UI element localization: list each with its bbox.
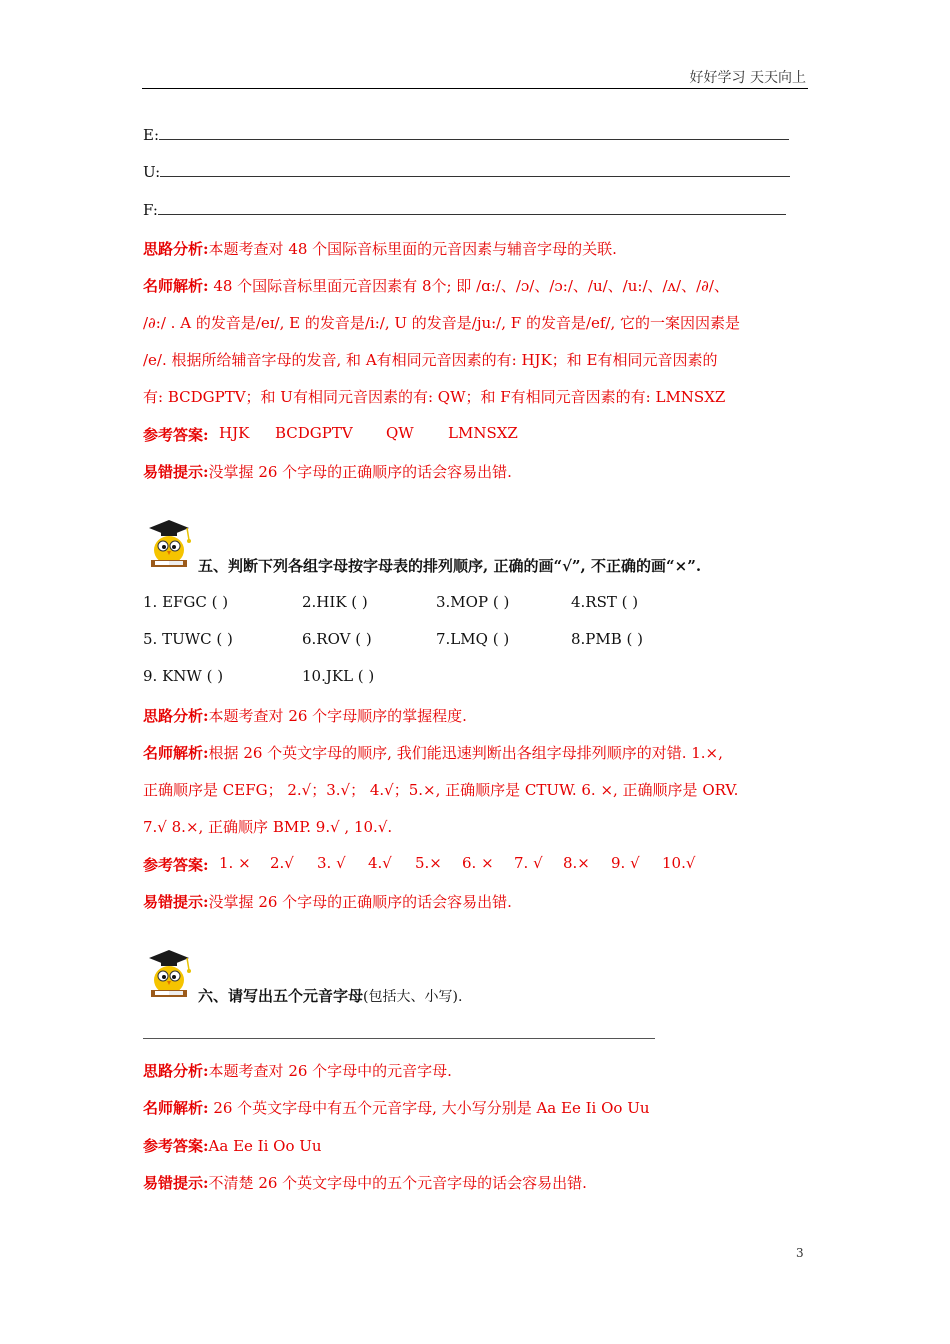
s5-answer: 9. √	[611, 854, 640, 872]
s5-title: 五、判断下列各组字母按字母表的排列顺序, 正确的画“√”, 不正确的画“×”.	[198, 557, 702, 575]
analysis-label: 思路分析:	[143, 1062, 209, 1080]
s5-answer: 4.√	[368, 854, 392, 872]
s4-tip	[143, 461, 512, 482]
s5-answer: 3. √	[317, 854, 346, 872]
s5-item: 2.HIK ( )	[302, 593, 368, 611]
tip-text: 不清楚 26 个英文字母中的五个元音字母的话会容易出错.	[208, 1174, 587, 1192]
s5-analysis	[143, 705, 467, 726]
analysis-text: 本题考查对 26 个字母中的元音字母.	[208, 1062, 452, 1080]
analysis-label: 思路分析:	[143, 240, 209, 258]
s5-item: 10.JKL ( )	[302, 667, 375, 685]
blank-underline	[158, 202, 786, 215]
analysis-text: 本题考查对 48 个国际音标里面的元音因素与辅音字母的关联.	[208, 240, 617, 258]
analysis-text: 本题考查对 26 个字母顺序的掌握程度.	[208, 707, 467, 725]
blank-label-f: F:	[143, 201, 158, 219]
explain-text: 48 个国际音标里面元音因素有 8个; 即 /ɑ:/、/ɔ/、/ɔ:/、/u/、/u:/、/ʌ/、/∂/、	[208, 277, 729, 295]
s5-answer-label	[143, 854, 209, 875]
blank-underline	[160, 164, 790, 177]
s5-answer: 1. ×	[219, 854, 251, 872]
s4-answer-label	[143, 424, 209, 445]
s5-item: 4.RST ( )	[571, 593, 639, 611]
s5-answer: 2.√	[270, 854, 294, 872]
tip-text: 没掌握 26 个字母的正确顺序的话会容易出错.	[208, 893, 512, 911]
answer-line	[143, 1038, 655, 1039]
s6-answer	[143, 1135, 322, 1156]
blank-label-e: E:	[143, 126, 160, 144]
explain-label: 名师解析:	[143, 744, 209, 762]
s6-tip	[143, 1172, 587, 1193]
s5-explain-2: 正确顺序是 CEFG； 2.√；3.√； 4.√；5.×, 正确顺序是 CTUW. 6. ×, 正确顺序是 ORV.	[143, 781, 739, 799]
explain-label: 名师解析:	[143, 277, 209, 295]
blank-label-u: U:	[143, 163, 161, 181]
page-header	[142, 64, 808, 89]
tip-label: 易错提示:	[143, 893, 209, 911]
tip-label: 易错提示:	[143, 463, 209, 481]
owl-graduate-icon	[143, 518, 195, 570]
s5-answer: 10.√	[662, 854, 696, 872]
s6-title	[198, 985, 462, 1006]
s5-item: 7.LMQ ( )	[436, 630, 510, 648]
header-text: 好好学习 天天向上	[689, 70, 806, 86]
blank-underline	[159, 127, 789, 140]
s4-explain-1	[143, 275, 729, 296]
explain-text: 根据 26 个英文字母的顺序, 我们能迅速判断出各组字母排列顺序的对错. 1.×,	[208, 744, 723, 762]
s5-item: 9. KNW ( )	[143, 667, 224, 685]
blank-line-e	[143, 126, 789, 144]
answer-label: 参考答案:	[143, 1137, 209, 1155]
s5-item: 3.MOP ( )	[436, 593, 510, 611]
s4-analysis	[143, 238, 617, 259]
s5-item: 6.ROV ( )	[302, 630, 372, 648]
s5-item: 8.PMB ( )	[571, 630, 644, 648]
s6-analysis	[143, 1060, 452, 1081]
tip-label: 易错提示:	[143, 1174, 209, 1192]
owl-graduate-icon	[143, 948, 195, 1000]
s5-tip	[143, 891, 512, 912]
s5-explain-3: 7.√ 8.×, 正确顺序 BMP. 9.√ , 10.√.	[143, 818, 393, 836]
explain-text: 26 个英文字母中有五个元音字母, 大小写分别是 Aa Ee Ii Oo Uu	[208, 1099, 650, 1117]
tip-text: 没掌握 26 个字母的正确顺序的话会容易出错.	[208, 463, 512, 481]
s4-explain-2: /∂:/ . A 的发音是/eɪ/, E 的发音是/i:/, U 的发音是/ju:/, F 的发音是/ef/, 它的一案因因素是	[143, 314, 741, 332]
s4-explain-3: /e/. 根据所给辅音字母的发音, 和 A有相同元音因素的有: HJK；和 E有相同元音因素的	[143, 351, 718, 369]
answer-label: 参考答案:	[143, 426, 209, 444]
answer-label: 参考答案:	[143, 856, 209, 874]
s4-answer: LMNSXZ	[448, 424, 518, 442]
s5-answer: 6. ×	[462, 854, 494, 872]
s4-answer: HJK	[219, 424, 250, 442]
blank-line-f	[143, 201, 786, 219]
s5-item: 1. EFGC ( )	[143, 593, 229, 611]
s5-answer: 8.×	[563, 854, 590, 872]
s5-explain-1	[143, 742, 723, 763]
s4-explain-4: 有: BCDGPTV；和 U有相同元音因素的有: QW；和 F有相同元音因素的有: LMNSXZ	[143, 388, 726, 406]
page-number: 3	[796, 1246, 804, 1260]
s5-answer: 7. √	[514, 854, 543, 872]
s6-title-note: (包括大、小写).	[363, 989, 463, 1005]
s4-answer: QW	[386, 424, 414, 442]
explain-label: 名师解析:	[143, 1099, 209, 1117]
s5-item: 5. TUWC ( )	[143, 630, 233, 648]
s6-explain	[143, 1097, 650, 1118]
s6-title-text: 六、请写出五个元音字母	[198, 987, 364, 1005]
analysis-label: 思路分析:	[143, 707, 209, 725]
answer-text: Aa Ee Ii Oo Uu	[208, 1137, 322, 1155]
s4-answer: BCDGPTV	[275, 424, 353, 442]
s5-answer: 5.×	[415, 854, 442, 872]
blank-line-u	[143, 163, 790, 181]
